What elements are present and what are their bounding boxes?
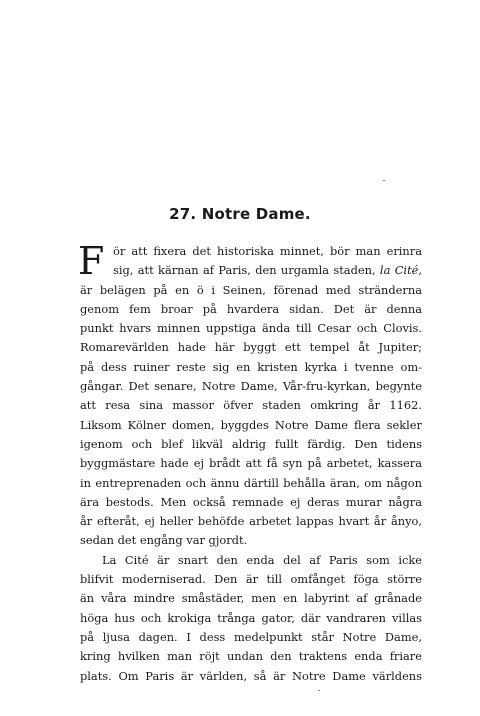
text-line: plats. Om Paris är världen, så är Notre Dame världens: [80, 668, 422, 683]
text-line: än våra mindre småstäder, men en labyrint af grånade: [80, 591, 422, 606]
text-line: in entreprenaden och ännu därtill behålla äran, om någon: [80, 475, 422, 490]
text-line: att resa sina massor öfver staden omkring år 1162.: [80, 398, 422, 413]
text-line: Romarevärlden hade här byggt ett tempel åt Jupiter;: [80, 340, 422, 355]
text-line: ör att fixera det historiska minnet, bör man erinra: [113, 244, 422, 258]
text-line: på ljusa dagen. I dess medelpunkt står Notre Dame,: [80, 629, 422, 644]
text-line: på dess ruiner reste sig en kristen kyrka i tvenne om-: [80, 359, 422, 374]
text-line: Liksom Kölner domen, byggdes Notre Dame flera sekler: [80, 417, 422, 432]
print-speck: [318, 690, 320, 691]
text-line: genom fem broar på hvardera sidan. Det är denna: [80, 301, 422, 316]
text-line: igenom och blef likväl aldrig fullt färdig. Den tidens: [80, 436, 422, 451]
body-text: [78, 239, 423, 686]
text-line: blifvit moderniserad. Den är till omfånget föga större: [80, 572, 422, 587]
text-line: höga hus och krokiga trånga gator, där vandraren villas: [80, 610, 422, 625]
text-line: sedan det engång var gjordt.: [80, 533, 248, 548]
text-line: kring hvilken man röjt undan den traktens enda friare: [80, 649, 422, 664]
text-line: år efteråt, ej heller behöfde arbetet lappas hvart år ånyo,: [80, 514, 422, 529]
drop-cap-letter: F: [78, 239, 105, 283]
text-line: ära bestods. Men också remnade ej deras murar några: [80, 494, 422, 509]
text-line: sig, att kärnan af Paris, den urgamla staden, la Cité,: [113, 263, 423, 278]
text-line: punkt hvars minnen uppstiga ända till Cesar och Clovis.: [80, 321, 422, 336]
text-line: byggmästare hade ej brådt att få syn på arbetet, kassera: [80, 456, 422, 471]
text-line: La Cité är snart den enda del af Paris som icke: [102, 552, 422, 567]
chapter-title: 27. Notre Dame.: [169, 205, 311, 223]
text-line: är belägen på en ö i Seinen, förenad med stränderna: [80, 282, 422, 297]
text-line: gångar. Det senare, Notre Dame, Vår-fru-kyrkan, begynte: [80, 379, 422, 394]
print-speck: [383, 180, 385, 181]
